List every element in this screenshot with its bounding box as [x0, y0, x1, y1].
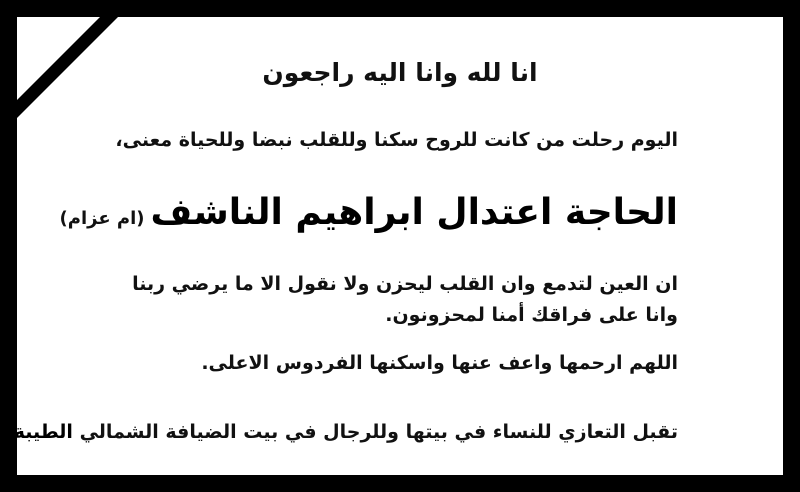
condolence-info [14, 421, 678, 443]
verse-line-1: ان العين لتدمع وان القلب ليحزن ولا نقول الا ما يرضي ربنا [132, 273, 678, 295]
deceased-heading [60, 192, 678, 233]
verse-block [132, 269, 678, 331]
opening-verse: انا لله وانا اليه راجعون [262, 58, 538, 87]
deceased-nickname: (ام عزام) [59, 208, 145, 229]
verse-line-2: وانا على فراقك أمنا لمحزونون. [385, 304, 678, 326]
deceased-name: الحاجة اعتدال ابراهيم الناشف [150, 192, 678, 233]
condolence-village: الطيبة [13, 421, 73, 443]
condolence-text: تقبل التعازي للنساء في بيتها وللرجال في بيت الضيافة الشمالي [79, 421, 678, 443]
intro-text: اليوم رحلت من كانت للروح سكنا وللقلب نبضا وللحياة معنى، [115, 129, 678, 151]
prayer-text: اللهم ارحمها واعف عنها واسكنها الفردوس الاعلى. [201, 352, 678, 374]
